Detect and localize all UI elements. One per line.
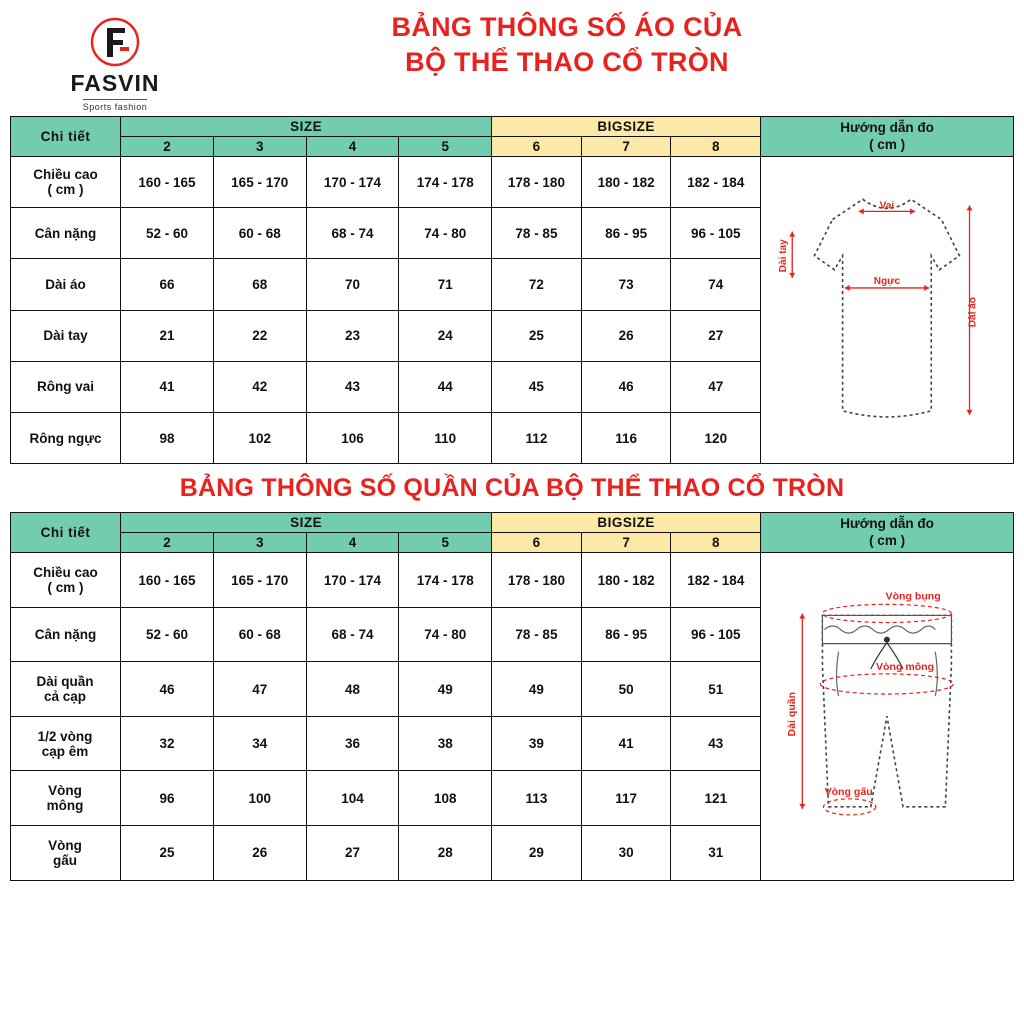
shorts-diagram-wrap	[762, 555, 1012, 877]
table-row	[11, 157, 1014, 208]
page-title-line-1: BẢNG THÔNG SỐ ÁO CỦA	[391, 12, 743, 42]
cell: 174 - 178	[399, 553, 492, 608]
cell: 113	[492, 771, 582, 826]
header-guide	[761, 117, 1014, 157]
header-size: SIZE	[121, 513, 492, 533]
cell: 29	[492, 826, 582, 881]
row-label-line-1: Chiều cao	[33, 167, 98, 183]
cell: 74 - 80	[399, 208, 492, 259]
cell: 96 - 105	[671, 208, 761, 259]
cell: 47	[671, 361, 761, 412]
row-label: Dài tay	[11, 310, 121, 361]
cell: 43	[306, 361, 399, 412]
cell: 108	[399, 771, 492, 826]
svg-text:Vòng bụng: Vòng bụng	[885, 590, 941, 603]
cell: 52 - 60	[121, 607, 214, 662]
tshirt-diagram-wrap	[762, 159, 1012, 461]
col-bigsize-7: 7	[581, 137, 671, 157]
cell: 26	[581, 310, 671, 361]
header-bigsize: BIGSIZE	[492, 513, 761, 533]
col-size-2: 2	[121, 533, 214, 553]
col-size-3: 3	[213, 137, 306, 157]
cell: 110	[399, 413, 492, 464]
cell: 23	[306, 310, 399, 361]
row-label: Rông ngực	[11, 413, 121, 464]
cell: 182 - 184	[671, 157, 761, 208]
cell: 71	[399, 259, 492, 310]
cell: 32	[121, 716, 214, 771]
page-header	[0, 0, 1024, 116]
cell: 66	[121, 259, 214, 310]
row-label	[11, 157, 121, 208]
cell: 51	[671, 662, 761, 717]
row-label	[11, 771, 121, 826]
row-label	[11, 553, 121, 608]
cell: 41	[581, 716, 671, 771]
cell: 52 - 60	[121, 208, 214, 259]
row-label-line-2: cả cạp	[44, 689, 87, 705]
cell: 100	[213, 771, 306, 826]
col-bigsize-6: 6	[492, 137, 582, 157]
cell: 68 - 74	[306, 607, 399, 662]
cell: 24	[399, 310, 492, 361]
brand-logo	[0, 10, 230, 112]
row-label: Cân nặng	[11, 208, 121, 259]
row-label-line-1: Dài quần	[36, 674, 94, 690]
col-bigsize-6: 6	[492, 533, 582, 553]
cell: 160 - 165	[121, 157, 214, 208]
cell: 38	[399, 716, 492, 771]
row-label-line-2: gấu	[53, 852, 78, 868]
row-label	[11, 716, 121, 771]
cell: 25	[121, 826, 214, 881]
cell: 31	[671, 826, 761, 881]
row-label-line-2: ( cm )	[47, 182, 84, 198]
cell: 98	[121, 413, 214, 464]
table-header-row	[11, 513, 1014, 533]
cell: 36	[306, 716, 399, 771]
col-size-5: 5	[399, 533, 492, 553]
cell: 121	[671, 771, 761, 826]
col-size-2: 2	[121, 137, 214, 157]
tshirt-measure-diagram	[761, 157, 1014, 464]
page-title	[230, 10, 1024, 79]
cell: 21	[121, 310, 214, 361]
row-label-line-1: Chiều cao	[33, 565, 98, 580]
cell: 50	[581, 662, 671, 717]
cell: 78 - 85	[492, 607, 582, 662]
cell: 174 - 178	[399, 157, 492, 208]
cell: 74 - 80	[399, 607, 492, 662]
row-label-line-1: Vòng	[48, 783, 82, 799]
cell: 46	[581, 361, 671, 412]
cell: 106	[306, 413, 399, 464]
table-header-row	[11, 117, 1014, 137]
cell: 60 - 68	[213, 208, 306, 259]
header-detail: Chi tiết	[11, 117, 121, 157]
cell: 45	[492, 361, 582, 412]
brand-name: FASVIN	[70, 70, 160, 96]
cell: 86 - 95	[581, 607, 671, 662]
cell: 26	[213, 826, 306, 881]
cell: 22	[213, 310, 306, 361]
header-guide-line-1: Hướng dẫn đo	[840, 119, 934, 135]
cell: 180 - 182	[581, 157, 671, 208]
cell: 160 - 165	[121, 553, 214, 608]
cell: 112	[492, 413, 582, 464]
svg-text:Dài áo: Dài áo	[967, 297, 979, 328]
cell: 74	[671, 259, 761, 310]
cell: 25	[492, 310, 582, 361]
brand-tagline: Sports fashion	[83, 99, 148, 112]
svg-text:Ngực: Ngực	[873, 275, 901, 287]
pants-size-table	[10, 512, 1014, 880]
cell: 165 - 170	[213, 553, 306, 608]
cell: 27	[306, 826, 399, 881]
col-bigsize-7: 7	[581, 533, 671, 553]
cell: 102	[213, 413, 306, 464]
cell: 78 - 85	[492, 208, 582, 259]
cell: 178 - 180	[492, 157, 582, 208]
cell: 120	[671, 413, 761, 464]
col-size-4: 4	[306, 137, 399, 157]
cell: 39	[492, 716, 582, 771]
svg-text:Vai: Vai	[879, 200, 895, 212]
col-size-3: 3	[213, 533, 306, 553]
cell: 49	[492, 662, 582, 717]
header-guide-line-2: ( cm )	[869, 136, 906, 152]
cell: 68 - 74	[306, 208, 399, 259]
row-label-line-2: ( cm )	[47, 580, 84, 595]
header-detail: Chi tiết	[11, 513, 121, 553]
cell: 41	[121, 361, 214, 412]
fasvin-f-logo-icon	[89, 16, 141, 68]
svg-text:Dài quần: Dài quần	[786, 692, 799, 737]
shirt-size-table	[10, 116, 1014, 464]
row-label	[11, 826, 121, 881]
cell: 117	[581, 771, 671, 826]
row-label: Dài áo	[11, 259, 121, 310]
header-size: SIZE	[121, 117, 492, 137]
col-bigsize-8: 8	[671, 137, 761, 157]
cell: 116	[581, 413, 671, 464]
cell: 60 - 68	[213, 607, 306, 662]
cell: 47	[213, 662, 306, 717]
cell: 96	[121, 771, 214, 826]
cell: 96 - 105	[671, 607, 761, 662]
row-label-line-2: mông	[46, 798, 84, 814]
cell: 182 - 184	[671, 553, 761, 608]
row-label-line-1: 1/2 vòng	[37, 728, 93, 744]
svg-text:Vòng gấu: Vòng gấu	[824, 785, 873, 798]
header-guide-line-2: ( cm )	[869, 532, 906, 548]
cell: 42	[213, 361, 306, 412]
cell: 34	[213, 716, 306, 771]
cell: 68	[213, 259, 306, 310]
cell: 70	[306, 259, 399, 310]
row-label-line-2: cạp êm	[41, 743, 89, 759]
cell: 27	[671, 310, 761, 361]
cell: 104	[306, 771, 399, 826]
row-label	[11, 662, 121, 717]
cell: 170 - 174	[306, 553, 399, 608]
cell: 170 - 174	[306, 157, 399, 208]
svg-text:Vòng mông: Vòng mông	[876, 661, 935, 674]
header-bigsize: BIGSIZE	[492, 117, 761, 137]
cell: 30	[581, 826, 671, 881]
cell: 49	[399, 662, 492, 717]
cell: 44	[399, 361, 492, 412]
cell: 46	[121, 662, 214, 717]
cell: 28	[399, 826, 492, 881]
row-label-line-1: Vòng	[48, 837, 82, 853]
header-guide	[761, 513, 1014, 553]
shorts-measure-diagram	[761, 553, 1014, 880]
cell: 48	[306, 662, 399, 717]
pants-section-title: BẢNG THÔNG SỐ QUẦN CỦA BỘ THỂ THAO CỔ TRÒN	[179, 474, 845, 503]
row-label: Cân nặng	[11, 607, 121, 662]
col-size-5: 5	[399, 137, 492, 157]
cell: 178 - 180	[492, 553, 582, 608]
row-label: Rông vai	[11, 361, 121, 412]
cell: 72	[492, 259, 582, 310]
col-bigsize-8: 8	[671, 533, 761, 553]
svg-text:Dài tay: Dài tay	[778, 239, 790, 273]
table-row	[11, 553, 1014, 608]
cell: 73	[581, 259, 671, 310]
col-size-4: 4	[306, 533, 399, 553]
cell: 86 - 95	[581, 208, 671, 259]
cell: 165 - 170	[213, 157, 306, 208]
cell: 180 - 182	[581, 553, 671, 608]
cell: 43	[671, 716, 761, 771]
header-guide-line-1: Hướng dẫn đo	[840, 515, 934, 531]
page-title-line-2: BỘ THỂ THAO CỔ TRÒN	[405, 46, 729, 77]
